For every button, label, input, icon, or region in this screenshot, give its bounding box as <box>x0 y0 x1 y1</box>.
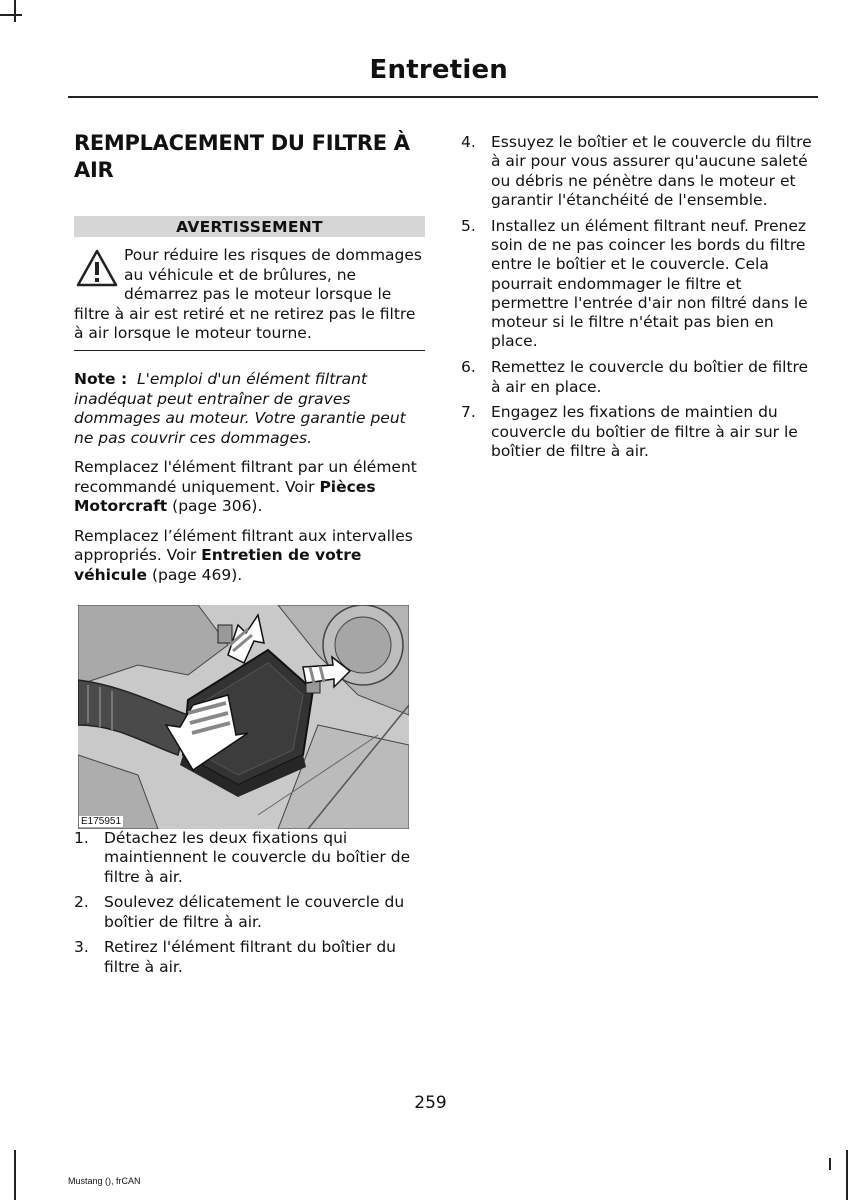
step-number: 6. <box>461 358 476 377</box>
step-number: 5. <box>461 216 476 235</box>
step-item <box>74 938 425 977</box>
note-paragraph <box>74 370 425 448</box>
step-item <box>461 217 813 352</box>
step-text: Soulevez délicatement le couvercle du boîtier de filtre à air. <box>104 893 405 931</box>
page-reference: (page 306). <box>167 497 263 515</box>
paragraph-filter-intervals <box>74 527 425 586</box>
step-text: Détachez les deux fixations qui maintiennent le couvercle du boîtier de filtre à air. <box>104 829 411 886</box>
crop-mark <box>14 0 16 22</box>
crop-mark <box>846 1150 848 1200</box>
crop-mark <box>829 1158 831 1170</box>
footer-text: Mustang (), frCAN <box>68 1176 141 1186</box>
paragraph-text: Remplacez l’élément filtrant aux intervalles appropriés. Voir <box>74 526 413 564</box>
step-number: 1. <box>74 829 89 847</box>
warning-divider <box>74 350 425 352</box>
paragraph-text: Remplacez l'élément filtrant par un élément recommandé uniquement. Voir <box>74 458 417 496</box>
step-text: Retirez l'élément filtrant du boîtier du filtre à air. <box>104 938 396 976</box>
step-text: Installez un élément filtrant neuf. Prenez soin de ne pas coincer les bords du filtre entre le boîtier et le couvercle. Cela pourrait endommager le filtre et permettre l'entrée d'air non filtré dans le moteur si le filtre n'était pas bien en place. <box>491 216 808 351</box>
step-item <box>461 358 813 397</box>
crop-mark <box>0 14 22 16</box>
engine-bay-drawing <box>78 605 409 829</box>
step-item <box>74 893 425 932</box>
warning-triangle-icon <box>76 249 118 289</box>
warning-label: AVERTISSEMENT <box>74 216 425 237</box>
air-filter-illustration <box>78 605 409 829</box>
step-number: 4. <box>461 133 476 151</box>
note-text: L'emploi d'un élément filtrant inadéquat peut entraîner de graves dommages au moteur. Votre garantie peut ne pas couvrir ces dommages. <box>74 370 406 447</box>
right-column <box>461 133 813 468</box>
page-header-title: Entretien <box>369 55 508 85</box>
step-number: 7. <box>461 403 476 422</box>
figure-code: E175951 <box>81 816 122 827</box>
steps-list-right <box>461 133 813 461</box>
paragraph-filter-recommended <box>74 458 425 517</box>
step-text: Engagez les fixations de maintien du couvercle du boîtier de filtre à air sur le boîtier de filtre à air. <box>491 403 798 460</box>
step-text: Essuyez le boîtier et le couvercle du filtre à air pour vous assurer qu'aucune saleté ou débris ne pénètre dans le moteur et garantir l'étanchéité de l'ensemble. <box>491 133 812 209</box>
cross-reference-link[interactable]: Entretien de votre véhicule <box>74 546 362 584</box>
warning-text: Pour réduire les risques de dommages au véhicule et de brûlures, ne démarrez pas le moteur lorsque le filtre à air est retiré et ne retirez pas le filtre à air lorsque le moteur tourne. <box>74 246 423 342</box>
step-item <box>461 133 813 210</box>
section-title: REMPLACEMENT DU FILTRE À AIR <box>74 131 410 182</box>
step-text: Remettez le couvercle du boîtier de filtre à air en place. <box>491 358 809 396</box>
cross-reference-link[interactable]: Pièces Motorcraft <box>74 477 376 515</box>
step-item <box>461 403 813 461</box>
warning-box <box>74 246 425 344</box>
steps-list-left <box>74 829 425 977</box>
step-number: 2. <box>74 893 89 912</box>
crop-mark <box>14 1150 16 1200</box>
note-label: Note : <box>74 370 128 388</box>
page-reference: (page 469). <box>147 565 243 584</box>
step-item <box>74 829 425 887</box>
step-number: 3. <box>74 938 89 957</box>
page-number: 259 <box>414 1093 447 1113</box>
left-column <box>74 130 425 984</box>
header-divider <box>68 96 818 98</box>
